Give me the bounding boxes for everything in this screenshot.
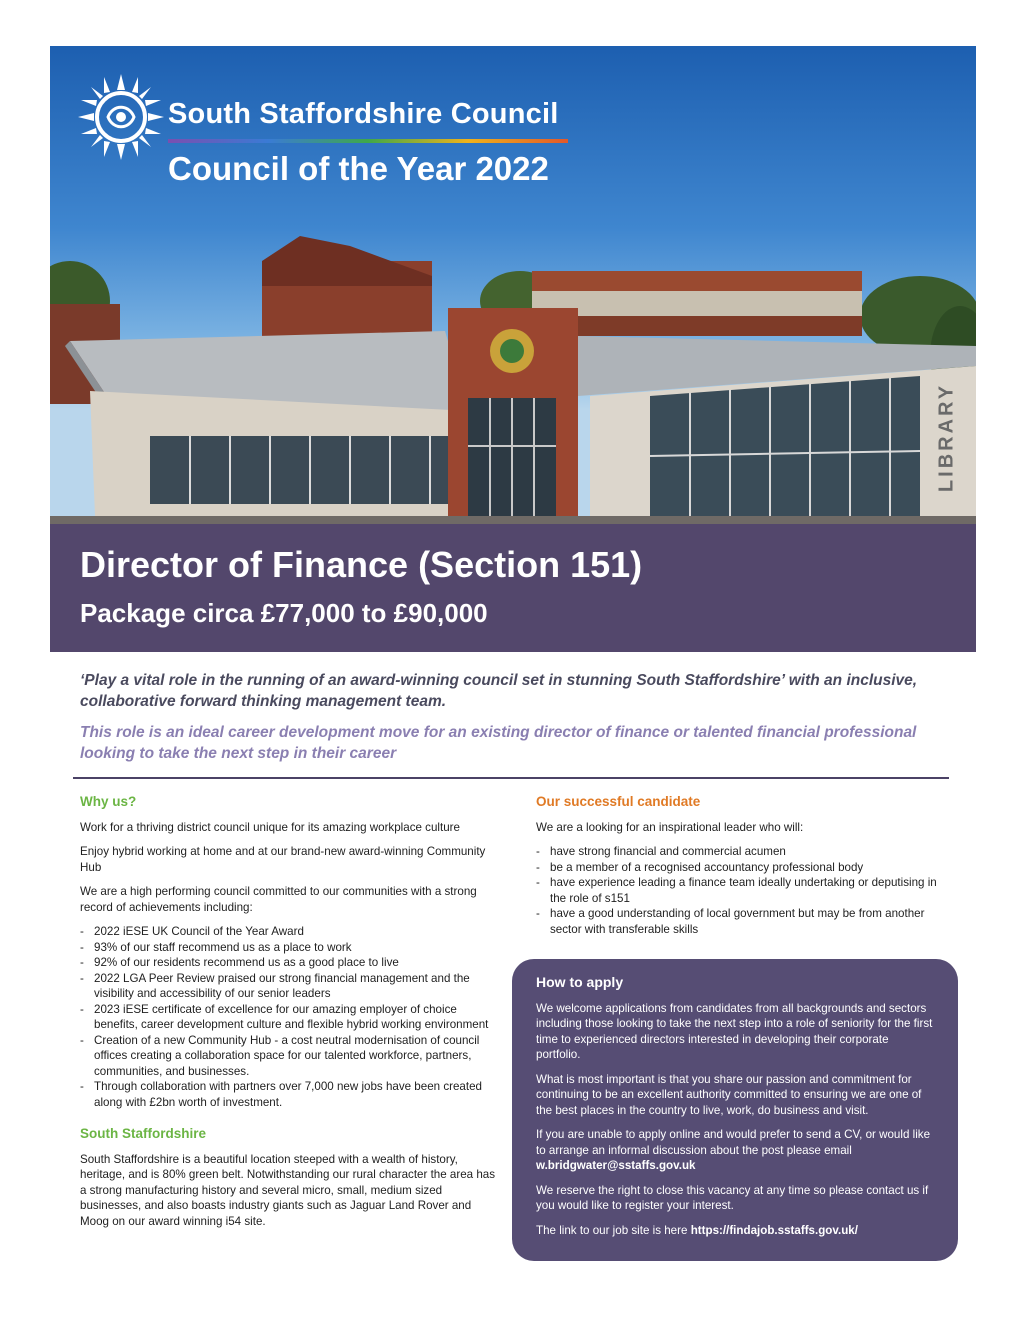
apply-paragraph: What is most important is that you share our passion and commitment for continuing to be an excellent authority committed to ensuring we are one of the best places in the country to live, work, do business and visit.	[536, 1072, 922, 1117]
how-to-apply-panel	[512, 959, 958, 1261]
council-name: South Staffordshire Council	[168, 98, 559, 130]
why-us-paragraph: Enjoy hybrid working at home and at our brand-new award-winning Community Hub	[80, 845, 486, 874]
apply-paragraph: We welcome applications from candidates from all backgrounds and sectors including those looking to take the next step into a role of seniority for the first time to experienced directors interested in developing their corporate portfolio.	[536, 1001, 933, 1061]
job-site-link[interactable]: https://findajob.sstaffs.gov.uk/	[690, 1223, 858, 1237]
south-staffordshire-text: South Staffordshire is a beautiful location steeped with a wealth of history, heritage, and is 80% green belt. Notwithstanding our rural character the area has a strong manufacturing history and several micro, small, medium sized businesses, and also boasts industry giants such as Jaguar Land Rover and Moog on our award winning i54 site.	[80, 1152, 496, 1228]
library-sign-text: LIBRARY	[935, 382, 958, 493]
award-title: Council of the Year 2022	[168, 150, 549, 187]
list-item: - 2022 LGA Peer Review praised our strong financial management and the visibility and accessibility of our senior leaders	[80, 971, 500, 1002]
candidate-heading: Our successful candidate	[536, 794, 701, 809]
apply-email-intro: If you are unable to apply online and would prefer to send a CV, or would like to arrange an informal discussion about the post please email	[536, 1128, 931, 1157]
list-item: - have strong financial and commercial acumen	[536, 844, 956, 860]
right-column	[536, 794, 956, 947]
list-item: - 2022 iESE UK Council of the Year Award	[80, 924, 500, 940]
apply-paragraph: We reserve the right to close this vacancy at any time so please contact us if you would like to register your interest.	[536, 1183, 929, 1212]
candidate-lead: We are a looking for an inspirational leader who will:	[536, 820, 804, 834]
list-item: - 2023 iESE certificate of excellence for our amazing employer of choice benefits, career development culture and flexible hybrid working environment	[80, 1002, 500, 1033]
job-title: Director of Finance (Section 151)	[80, 544, 643, 585]
why-us-paragraph: We are a high performing council committed to our communities with a strong record of achievements including:	[80, 885, 477, 914]
council-logo-icon	[78, 74, 164, 160]
why-us-heading: Why us?	[80, 794, 137, 809]
intro-quote: ‘Play a vital role in the running of an award-winning council set in stunning South Staffordshire’ with an inclusive, collaborative forward thinking management team.	[80, 672, 918, 710]
apply-paragraph	[536, 1127, 934, 1174]
job-package: Package circa £77,000 to £90,000	[80, 598, 488, 628]
list-item: - 93% of our staff recommend us as a place to work	[80, 940, 500, 956]
contact-email-link[interactable]: w.bridgwater@sstaffs.gov.uk	[536, 1159, 696, 1172]
why-us-paragraph: Work for a thriving district council unique for its amazing workplace culture	[80, 820, 460, 834]
list-item: - Creation of a new Community Hub - a cost neutral modernisation of council offices creating a collaboration space for our talented workforce, partners, communities, and businesses.	[80, 1033, 500, 1080]
achievements-list	[80, 924, 500, 1110]
list-item: - have a good understanding of local government but may be from another sector with transferable skills	[536, 906, 956, 937]
hero-banner	[50, 46, 976, 652]
south-staffordshire-heading: South Staffordshire	[80, 1126, 207, 1141]
list-item: - have experience leading a finance team ideally undertaking or deputising in the role of s151	[536, 875, 956, 906]
library-sign	[932, 366, 962, 516]
job-site-intro: The link to our job site is here	[536, 1223, 688, 1237]
list-item: - 92% of our residents recommend us as a good place to live	[80, 955, 500, 971]
requirements-list	[536, 844, 956, 937]
list-item: - Through collaboration with partners over 7,000 new jobs have been created along with £2bn worth of investment.	[80, 1079, 500, 1110]
section-divider	[73, 777, 949, 779]
left-column	[80, 794, 500, 1238]
brand-colour-rule	[168, 139, 568, 143]
apply-paragraph	[536, 1223, 934, 1239]
list-item: - be a member of a recognised accountancy professional body	[536, 860, 956, 876]
intro-tagline: This role is an ideal career development move for an existing director of finance or talented financial professional looking to take the next step in their career	[80, 724, 917, 762]
how-to-apply-heading: How to apply	[536, 974, 624, 990]
